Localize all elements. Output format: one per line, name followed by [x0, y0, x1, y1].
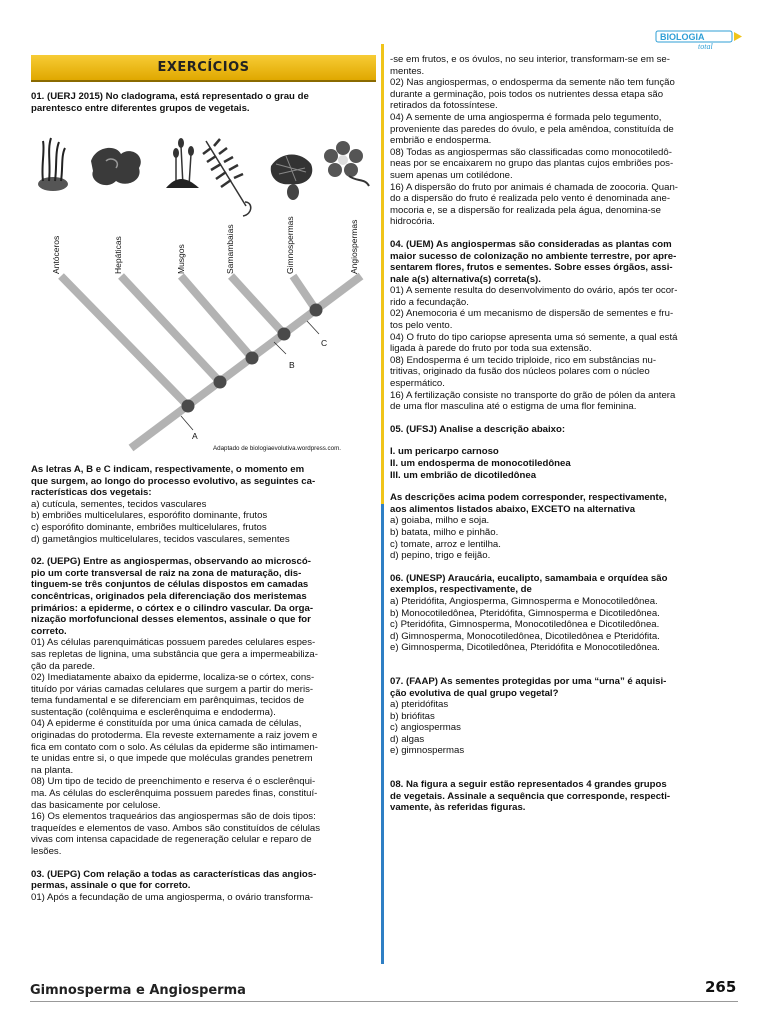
item-line: 16) Os elementos traqueários das angiospermas são de dois tipos:	[31, 811, 316, 823]
option-item: c) angiospermas	[390, 722, 461, 734]
musgos-plant-icon	[166, 138, 199, 188]
item-line: 04) A semente de uma angiosperma é formada pelo tegumento,	[390, 111, 662, 123]
item-line: de uma flor masculina até o estigma de uma flor feminina.	[390, 401, 637, 413]
text-line: que surgem, ao longo do processo evolutivo, as seguintes ca-	[31, 475, 316, 487]
q06-stem	[390, 573, 737, 596]
taxon-label: Hepáticas	[113, 236, 123, 274]
q01-options	[31, 499, 375, 545]
option-item: e) gimnospermas	[390, 745, 465, 757]
item-line: das basicamente por celulose.	[31, 799, 161, 811]
item-line: mocoria e, se a dispersão for realizada pela água, denomina-se	[390, 204, 661, 216]
text-line: 03. (UEPG) Com relação a todas as características das angios-	[31, 868, 317, 880]
item-line: 02) Nas angiospermas, o endosperma da semente não tem função	[390, 77, 675, 89]
option-item: b) Monocotiledônea, Pteridófita, Gimnosperma e Dicotiledônea.	[390, 607, 660, 619]
q01-question	[31, 464, 375, 499]
q05-question	[390, 492, 737, 515]
q03-items	[390, 54, 737, 228]
left-column-lower	[31, 464, 375, 903]
item-line: originadas do protoderma. Ela reveste externamente a raiz jovem e	[31, 730, 318, 742]
item-line: retirados da fotossíntese.	[390, 100, 498, 112]
option-item: a) goiaba, milho e soja.	[390, 515, 490, 527]
option-item: a) cutícula, sementes, tecidos vasculares	[31, 498, 207, 510]
item-line: 16) A fertilização consiste no transporte do grão de pólen da antera	[390, 389, 676, 401]
item-line: tema fundamental e se diferenciam em parênquimas, tecidos de	[31, 695, 305, 707]
gimnospermas-plant-icon	[271, 154, 313, 200]
taxon-label: Antóceros	[51, 235, 61, 274]
item-line: lesões.	[31, 846, 62, 857]
q01-stem-line: parentesco entre diferentes grupos de vegetais.	[31, 102, 250, 114]
q01-stem-line: 01. (UERJ 2015) No cladograma, está representado o grau de	[31, 91, 309, 102]
text-line: 06. (UNESP) Araucária, eucalipto, samambaia e orquídea são	[390, 572, 668, 584]
item-line: suem apenas um cotilédone.	[390, 169, 513, 181]
q06-options	[390, 596, 737, 654]
item-line: 08) Um tipo de tecido de preenchimento e reserva é o esclerênqui-	[31, 776, 316, 788]
text-line: 02. (UEPG) Entre as angiospermas, observando ao microscó-	[31, 556, 311, 568]
angiospermas-flower-icon	[324, 141, 369, 186]
q07-options	[390, 699, 737, 757]
q05-list	[390, 446, 737, 481]
text-line: primários: a epiderme, o córtex e o cilindro vascular. Da orga-	[31, 602, 314, 614]
item-line: fica em contato com o solo. As células da epiderme são intimamen-	[31, 741, 318, 753]
item-line: 04) A epiderme é constituída por uma única camada de células,	[31, 718, 302, 730]
item-line: -se em frutos, e os óvulos, no seu interior, transformam-se em se-	[390, 54, 670, 65]
q08-stem	[390, 779, 737, 814]
samambaias-plant-icon	[203, 139, 251, 216]
option-item: c) Pteridófita, Gimnosperma, Monocotiledônea e Dicotiledônea.	[390, 619, 660, 631]
node-label-b: B	[289, 360, 295, 370]
page-number: 265	[705, 978, 737, 996]
item-line: 04) O fruto do tipo cariopse apresenta uma só semente, a qual está	[390, 331, 678, 343]
item-line: embrião e endosperma.	[390, 135, 492, 147]
text-line: sentarem flores, frutos e sementes. Sobre esses órgãos, assi-	[390, 262, 673, 274]
option-item: b) embriões multicelulares, esporófito dominante, frutos	[31, 510, 268, 522]
option-item: b) briófitas	[390, 710, 435, 722]
list-item: I. um pericarpo carnoso	[390, 446, 499, 458]
item-line: vivas com intensa capacidade de regeneração celular e reparo de	[31, 834, 312, 846]
text-line: maior sucesso de colonização no ambiente terrestre, por apre-	[390, 250, 677, 262]
item-line: 08) Endosperma é um tecido triploide, rico em substâncias nu-	[390, 354, 657, 366]
text-line: ção evolutiva de qual grupo vegetal?	[390, 687, 559, 699]
cladogram-figure	[31, 126, 375, 456]
footer-chapter: Gimnosperma e Angiosperma	[30, 983, 246, 998]
item-line: rido a fecundação.	[390, 296, 469, 308]
q02-items	[31, 637, 375, 857]
hepaticas-plant-icon	[91, 148, 141, 185]
banner-title: EXERCÍCIOS	[157, 60, 250, 75]
item-line: ma. As células do esclerênquima possuem paredes finas, constituí-	[31, 788, 318, 800]
item-line: tituído por várias camadas celulares que surgem a partir do meris-	[31, 683, 314, 695]
q04-items	[390, 285, 737, 413]
q01-stem	[31, 91, 375, 114]
node-label-a: A	[192, 431, 198, 441]
item-line: espermático.	[390, 378, 445, 390]
item-line: 01) Após a fecundação de uma angiosperma, o ovário transforma-	[31, 891, 314, 903]
taxon-label: Angiospermas	[349, 219, 359, 274]
q04-stem	[390, 239, 737, 285]
item-line: ção da parede.	[31, 660, 96, 672]
item-line: proveniente das paredes do óvulo, e pela amêndoa, constituída de	[390, 123, 674, 135]
item-line: neas por se encaixarem no grupo das plantas cujos embriões pos-	[390, 158, 674, 170]
item-line: durante a germinação, pois todos os nutrientes dessa etapa são	[390, 88, 664, 100]
item-line: do a dispersão do fruto é realizada pelo vento é denominada ane-	[390, 193, 671, 205]
q07-stem	[390, 676, 737, 699]
text-line: de vegetais. Assinale a sequência que corresponde, respecti-	[390, 790, 671, 802]
item-line: sas repletas de lignina, uma substância que gera a impermeabiliza-	[31, 648, 318, 660]
item-line: tos pelo vento.	[390, 320, 453, 332]
text-line: 08. Na figura a seguir estão representados 4 grandes grupos	[390, 779, 667, 791]
q05-options	[390, 515, 737, 561]
list-item: III. um embrião de dicotiledônea	[390, 469, 537, 481]
text-line: permas, assinale o que for correto.	[31, 880, 191, 892]
footer-rule	[30, 1001, 738, 1002]
text-line: vamente, às referidas figuras.	[390, 802, 526, 814]
text-line: tinguem-se três conjuntos de células dispostos em camadas	[31, 579, 309, 591]
cladogram-branches	[61, 276, 361, 448]
item-line: na planta.	[31, 764, 74, 776]
logo-text: BIOLOGIA	[660, 32, 705, 42]
text-line: exemplos, respectivamente, de	[390, 584, 532, 596]
option-item: d) gametângios multicelulares, tecidos vasculares, sementes	[31, 533, 290, 545]
text-line: correto.	[31, 625, 67, 637]
option-item: c) tomate, arroz e lentilha.	[390, 538, 501, 550]
option-item: d) Gimnosperma, Monocotiledônea, Dicotiledônea e Pteridófita.	[390, 630, 660, 642]
antoceros-plant-icon	[38, 138, 68, 191]
item-line: traqueídes e elementos de vaso. Ambos são constituídos de células	[31, 822, 321, 834]
q03-stem	[31, 869, 375, 892]
figure-credit: Adaptado de biologiaevolutiva.wordpress.com.	[213, 445, 341, 452]
column-divider	[381, 44, 384, 964]
taxon-label: Samambaias	[225, 224, 235, 274]
item-line: ligada à parede do fruto por toda sua extensão.	[390, 343, 592, 355]
text-line: 07. (FAAP) As sementes protegidas por uma “urna” é aquisi-	[390, 675, 667, 687]
exercises-banner	[31, 55, 376, 82]
text-line: As descrições acima podem corresponder, respectivamente,	[390, 492, 667, 504]
item-line: 01) As células parenquimáticas possuem paredes celulares espes-	[31, 637, 316, 649]
text-line: pio um corte transversal de raiz na zona de maturação, dis-	[31, 567, 302, 579]
item-line: 01) A semente resulta do desenvolvimento do ovário, após ter ocor-	[390, 285, 678, 297]
text-line: racterísticas dos vegetais:	[31, 487, 152, 499]
option-item: a) pteridófitas	[390, 699, 449, 711]
option-item: d) algas	[390, 733, 425, 745]
q02-stem	[31, 556, 375, 637]
text-line: aos alimentos listados abaixo, EXCETO na alternativa	[390, 503, 636, 515]
q05-stem	[390, 424, 737, 436]
text-line: concêntricas, originados pela diferenciação dos meristemas	[31, 590, 307, 602]
list-item: II. um endosperma de monocotiledônea	[390, 458, 571, 469]
item-line: 16) A dispersão do fruto por animais é chamada de zoocoria. Quan-	[390, 181, 678, 193]
biologia-total-logo	[654, 28, 744, 50]
right-column	[390, 54, 737, 814]
option-item: d) pepino, trigo e feijão.	[390, 550, 491, 562]
item-line: hidrocória.	[390, 216, 435, 228]
option-item: c) esporófito dominante, embriões multicelulares, frutos	[31, 521, 267, 533]
text-line: As letras A, B e C indicam, respectivamente, o momento em	[31, 464, 305, 475]
item-line: 02) Imediatamente abaixo da epiderme, localiza-se o córtex, cons-	[31, 672, 315, 684]
taxon-label: Musgos	[176, 244, 186, 274]
taxon-label: Gimnospermas	[285, 216, 295, 274]
node-label-c: C	[321, 338, 328, 348]
text-line: nale a(s) alternativa(s) correta(s).	[390, 273, 541, 285]
item-line: 08) Todas as angiospermas são classificadas como monocotiledô-	[390, 146, 672, 158]
option-item: a) Pteridófita, Angiosperma, Gimnosperma e Monocotiledônea.	[390, 595, 658, 607]
item-line: mentes.	[390, 65, 425, 77]
left-column	[31, 91, 375, 114]
option-item: e) Gimnosperma, Dicotiledônea, Pteridófita e Monocotiledônea.	[390, 642, 660, 654]
text-line: nização morfofuncional desses elementos, assinale o que for	[31, 614, 311, 626]
logo-sub: total	[698, 42, 713, 50]
item-line: tritivas, originado da fusão dos núcleos polares com o núcleo	[390, 366, 650, 378]
text-line: 05. (UFSJ) Analise a descrição abaixo:	[390, 423, 566, 435]
item-line: te unidas entre si, o que impede que moléculas grandes penetrem	[31, 753, 313, 765]
item-line: 02) Anemocoria é um mecanismo de dispersão de sementes e fru-	[390, 308, 674, 320]
text-line: 04. (UEM) As angiospermas são consideradas as plantas com	[390, 238, 672, 250]
option-item: b) batata, milho e pinhão.	[390, 526, 499, 538]
item-line: sustentação (colênquima e esclerênquima e endoderma).	[31, 706, 276, 718]
